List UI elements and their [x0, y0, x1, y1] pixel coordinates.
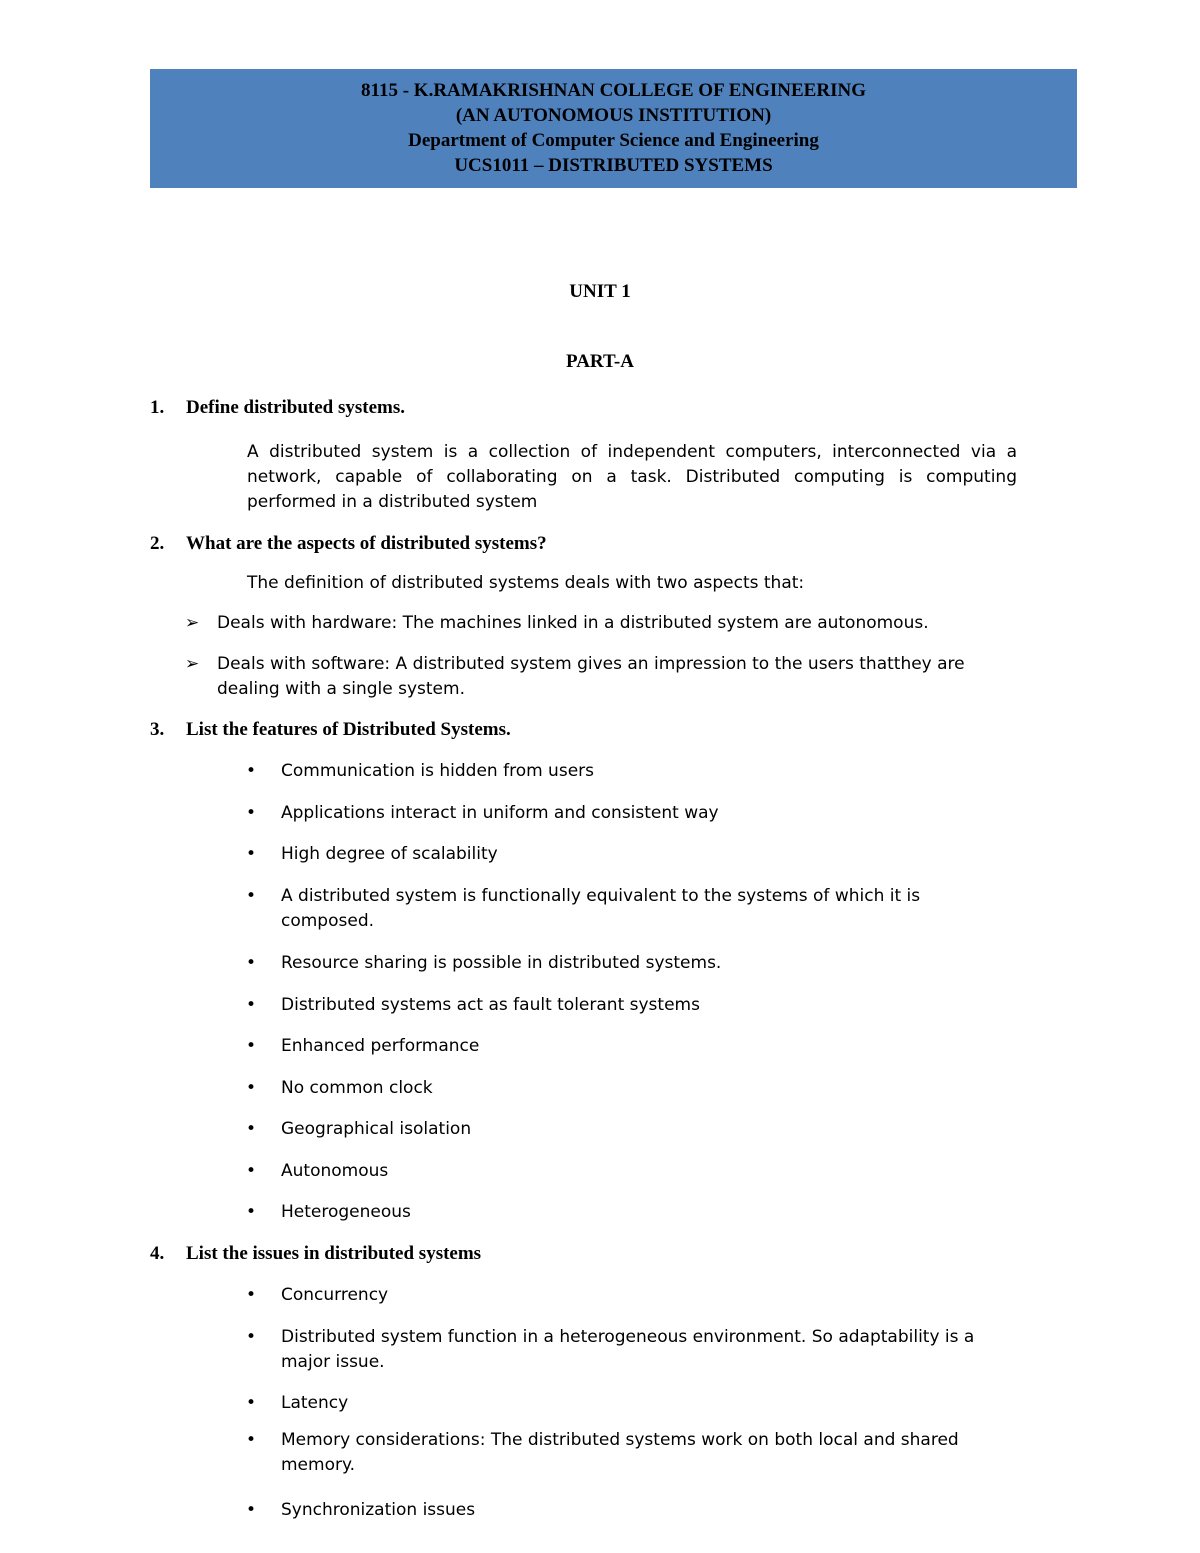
list-item-text: Latency: [281, 1393, 349, 1413]
question-1: [150, 397, 405, 419]
list-item: [246, 1283, 1006, 1308]
list-item: [246, 1498, 1006, 1523]
question-number: 4.: [150, 1243, 165, 1264]
list-item-text: Geographical isolation: [281, 1119, 472, 1139]
bullet-icon: •: [246, 1430, 257, 1450]
bullet-icon: •: [246, 1500, 257, 1520]
question-number: 3.: [150, 719, 165, 740]
question-number: 2.: [150, 533, 165, 554]
list-item-text: Concurrency: [281, 1285, 389, 1305]
list-item: [185, 611, 985, 636]
list-item: [185, 652, 985, 702]
list-item-text: Communication is hidden from users: [281, 761, 594, 781]
list-item: [246, 1117, 1006, 1142]
bullet-icon: •: [246, 761, 257, 781]
question-number: 1.: [150, 397, 165, 418]
bullet-icon: •: [246, 1078, 257, 1098]
list-item-text: No common clock: [281, 1078, 433, 1098]
list-item-text: Deals with hardware: The machines linked in a distributed system are autonomous.: [217, 613, 929, 633]
list-item: [246, 951, 1006, 976]
header-band: [150, 69, 1077, 188]
list-item-text: Heterogeneous: [281, 1202, 411, 1222]
unit-title: UNIT 1: [569, 281, 631, 302]
department-name: Department of Computer Science and Engineering: [408, 130, 819, 151]
question-3: [150, 719, 511, 741]
list-item-text: Distributed system function in a heterogeneous environment. So adaptability is a major issue.: [281, 1327, 975, 1372]
bullet-icon: •: [246, 1036, 257, 1056]
list-item-text: Enhanced performance: [281, 1036, 480, 1056]
list-item: [246, 1076, 1006, 1101]
college-name: 8115 - K.RAMAKRISHNAN COLLEGE OF ENGINEERING: [361, 80, 866, 101]
list-item: [246, 1391, 1006, 1416]
question-title: List the features of Distributed Systems.: [186, 719, 511, 740]
list-item: [246, 1325, 1006, 1375]
bullet-icon: •: [246, 886, 257, 906]
question-title: What are the aspects of distributed systems?: [186, 533, 547, 554]
list-item: [246, 1034, 1006, 1059]
answer-2-intro: The definition of distributed systems deals with two aspects that:: [247, 573, 805, 593]
arrow-bullet-icon: ➢: [185, 654, 200, 674]
bullet-icon: •: [246, 1119, 257, 1139]
list-item: [246, 801, 1006, 826]
bullet-icon: •: [246, 953, 257, 973]
list-item-text: Deals with software: A distributed system gives an impression to the users thatthey are dealing with a single system.: [217, 654, 965, 699]
list-item-text: Autonomous: [281, 1161, 389, 1181]
list-item: [246, 884, 1006, 934]
list-item: [246, 759, 1006, 784]
list-item-text: A distributed system is functionally equivalent to the systems of which it is composed.: [281, 886, 921, 931]
question-title: List the issues in distributed systems: [186, 1243, 482, 1264]
bullet-icon: •: [246, 1393, 257, 1413]
list-item-text: Distributed systems act as fault tolerant systems: [281, 995, 700, 1015]
part-title: PART-A: [566, 351, 634, 372]
list-item-text: Applications interact in uniform and consistent way: [281, 803, 719, 823]
institution-status: (AN AUTONOMOUS INSTITUTION): [455, 105, 772, 126]
course-title: UCS1011 – DISTRIBUTED SYSTEMS: [454, 155, 773, 176]
answer-1: A distributed system is a collection of independent computers, interconnected via a network, capable of collaborating on a task. Distributed computing is computing performed in a distributed system: [247, 442, 1017, 512]
bullet-icon: •: [246, 1327, 257, 1347]
bullet-icon: •: [246, 803, 257, 823]
list-item-text: High degree of scalability: [281, 844, 498, 864]
question-title: Define distributed systems.: [186, 397, 406, 418]
bullet-icon: •: [246, 1285, 257, 1305]
list-item: [246, 993, 1006, 1018]
bullet-icon: •: [246, 1202, 257, 1222]
question-4: [150, 1243, 481, 1265]
arrow-bullet-icon: ➢: [185, 613, 200, 633]
list-item: [246, 1428, 1006, 1478]
question-2: [150, 533, 547, 555]
list-item-text: Resource sharing is possible in distributed systems.: [281, 953, 722, 973]
list-item-text: Memory considerations: The distributed systems work on both local and shared memory.: [281, 1430, 959, 1475]
bullet-icon: •: [246, 1161, 257, 1181]
list-item: [246, 1159, 1006, 1184]
bullet-icon: •: [246, 844, 257, 864]
list-item-text: Synchronization issues: [281, 1500, 476, 1520]
list-item: [246, 842, 1006, 867]
bullet-icon: •: [246, 995, 257, 1015]
list-item: [246, 1200, 1006, 1225]
